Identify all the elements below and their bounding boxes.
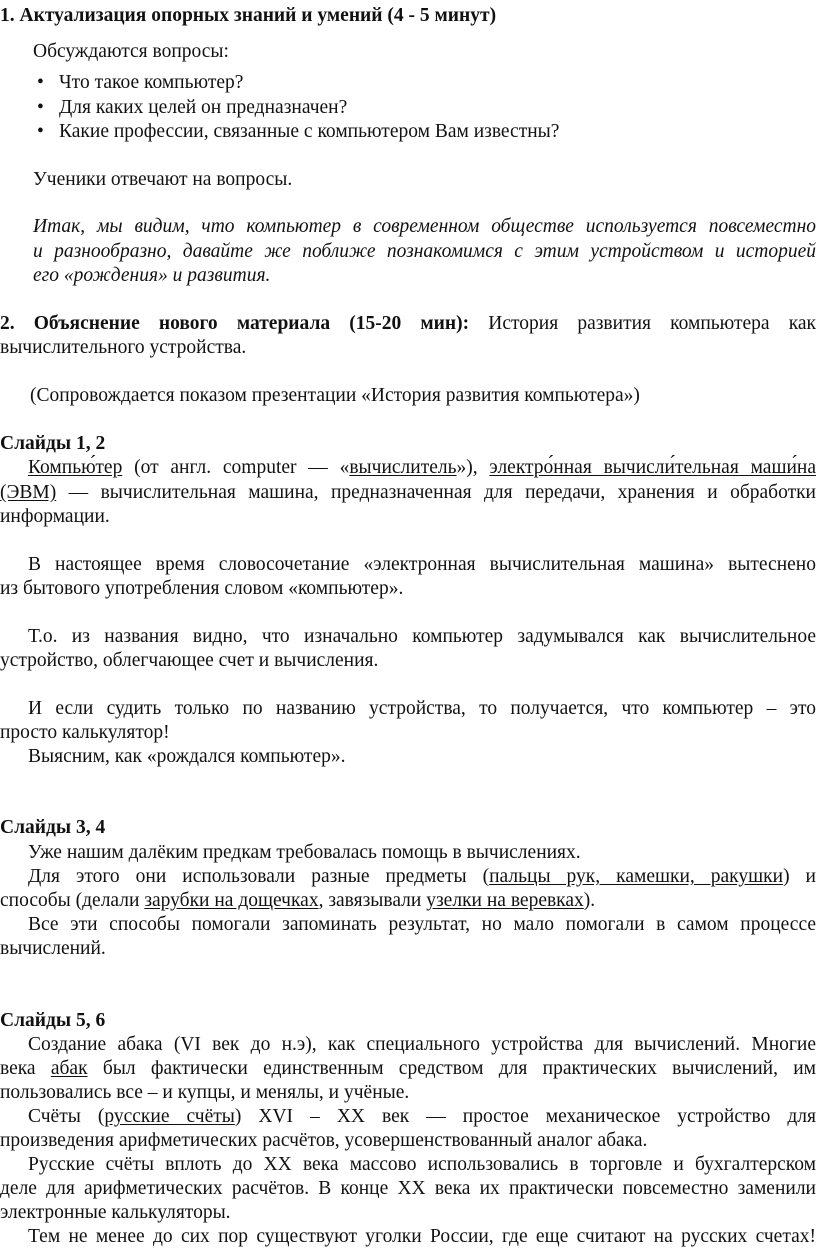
text-run: »),: [456, 457, 490, 478]
paragraph-line: просто калькулятор!: [0, 722, 170, 743]
section-2-heading-rest: История развития компьютера как: [488, 313, 816, 334]
definition-line: информации.: [0, 506, 110, 527]
term-link[interactable]: узелки на веревках: [426, 890, 584, 911]
text-run: ).: [583, 890, 596, 911]
term-link[interactable]: абак: [50, 1058, 88, 1079]
term-link[interactable]: (ЭВМ): [0, 482, 57, 503]
text-run: века: [0, 1058, 51, 1079]
paragraph-line: [0, 889, 595, 914]
section-2-heading-bold: 2. Объяснение нового материала (15-20 мин):: [0, 313, 470, 334]
paragraph-line: Создание абака (VI век до н.э), как специального устройства для вычислений. Многие: [28, 1034, 816, 1055]
presentation-note: (Сопровождается показом презентации «История развития компьютера»): [30, 385, 640, 406]
section-2-heading-line2: вычислительного устройства.: [0, 337, 247, 358]
paragraph-line: Русские счёты вплоть до XX века массово использовались в торговле и бухгалтерском: [28, 1154, 816, 1175]
text-run: ) XVI – XX век — простое механическое устройство для: [234, 1106, 816, 1127]
text-run: — вычислительная машина, предназначенная для передачи, хранения и обработки: [56, 482, 816, 503]
term-link[interactable]: электро́нная вычисли́тельная маши́на: [489, 457, 816, 478]
text-run: ) и: [783, 866, 816, 887]
question-text: Что такое компьютер?: [59, 72, 244, 93]
section-1-heading: 1. Актуализация опорных знаний и умений (4 - 5 минут): [0, 5, 497, 26]
term-link[interactable]: пальцы рук, камешки, ракушки: [489, 866, 784, 887]
text-run: Счёты (: [28, 1106, 105, 1127]
text-run: (от англ. computer — «: [122, 457, 350, 478]
paragraph-line: пользовались все – и купцы, и менялы, и учёные.: [0, 1082, 410, 1103]
paragraph-line: В настоящее время словосочетание «электронная вычислительная машина» вытеснено: [28, 554, 816, 575]
paragraph-line: Выясним, как «рождался компьютер».: [28, 746, 346, 767]
section-2-heading: [0, 312, 816, 337]
term-link[interactable]: русские счёты: [104, 1106, 235, 1127]
summary-line: Итак, мы видим, что компьютер в современном обществе используется повсеместно: [33, 216, 816, 237]
text-run: , завязывали: [318, 890, 427, 911]
paragraph-line: деле для арифметических расчётов. В конце XX века их практически повсеместно заменили: [0, 1178, 816, 1199]
section-1-intro: Обсуждаются вопросы:: [33, 41, 229, 62]
paragraph-line: из бытового употребления словом «компьютер».: [0, 578, 404, 599]
definition-line: [0, 481, 816, 506]
summary-line: и разнообразно, давайте же поближе познакомимся с этим устройством и историей: [33, 241, 816, 262]
question-text: Для каких целей он предназначен?: [59, 97, 348, 118]
paragraph-line: вычислений.: [0, 938, 106, 959]
paragraph-line: [0, 1057, 816, 1082]
paragraph-line: [28, 865, 816, 890]
definition-line: [28, 456, 816, 481]
text-run: способы (делали: [0, 890, 145, 911]
answer-text: Ученики отвечают на вопросы.: [33, 169, 293, 190]
paragraph-line: Т.о. из названия видно, что изначально компьютер задумывался как вычислительное: [28, 626, 816, 647]
term-link[interactable]: Компью́тер: [28, 457, 123, 478]
bullet-icon: •: [37, 121, 44, 142]
slides-5-6-title: Слайды 5, 6: [0, 1010, 106, 1031]
paragraph-line: электронные калькуляторы.: [0, 1202, 231, 1223]
bullet-icon: •: [37, 97, 44, 118]
question-text: Какие профессии, связанные с компьютером Вам известны?: [59, 121, 560, 142]
slides-3-4-title: Слайды 3, 4: [0, 817, 106, 838]
paragraph-line: Тем не менее до сих пор существуют уголки России, где еще считают на русских счетах!: [28, 1226, 816, 1247]
paragraph-line: произведения арифметических расчётов, усовершенствованный аналог абака.: [0, 1130, 648, 1151]
bullet-icon: •: [37, 72, 44, 93]
paragraph-line: [28, 1105, 816, 1130]
term-link[interactable]: вычислитель: [349, 457, 457, 478]
paragraph-line: Все эти способы помогали запоминать результат, но мало помогали в самом процессе: [28, 914, 816, 935]
term-link[interactable]: зарубки на дощечках: [144, 890, 319, 911]
slides-1-2-title: Слайды 1, 2: [0, 433, 106, 454]
text-run: был фактически единственным средством для практических вычислений, им: [87, 1058, 816, 1079]
paragraph-line: И если судить только по названию устройства, то получается, что компьютер – это: [28, 698, 816, 719]
paragraph-line: устройство, облегчающее счет и вычисления.: [0, 650, 379, 671]
summary-line: его «рождения» и развития.: [33, 265, 271, 286]
text-run: Для этого они использовали разные предметы (: [28, 866, 490, 887]
paragraph-line: Уже нашим далёким предкам требовалась помощь в вычислениях.: [28, 842, 581, 863]
